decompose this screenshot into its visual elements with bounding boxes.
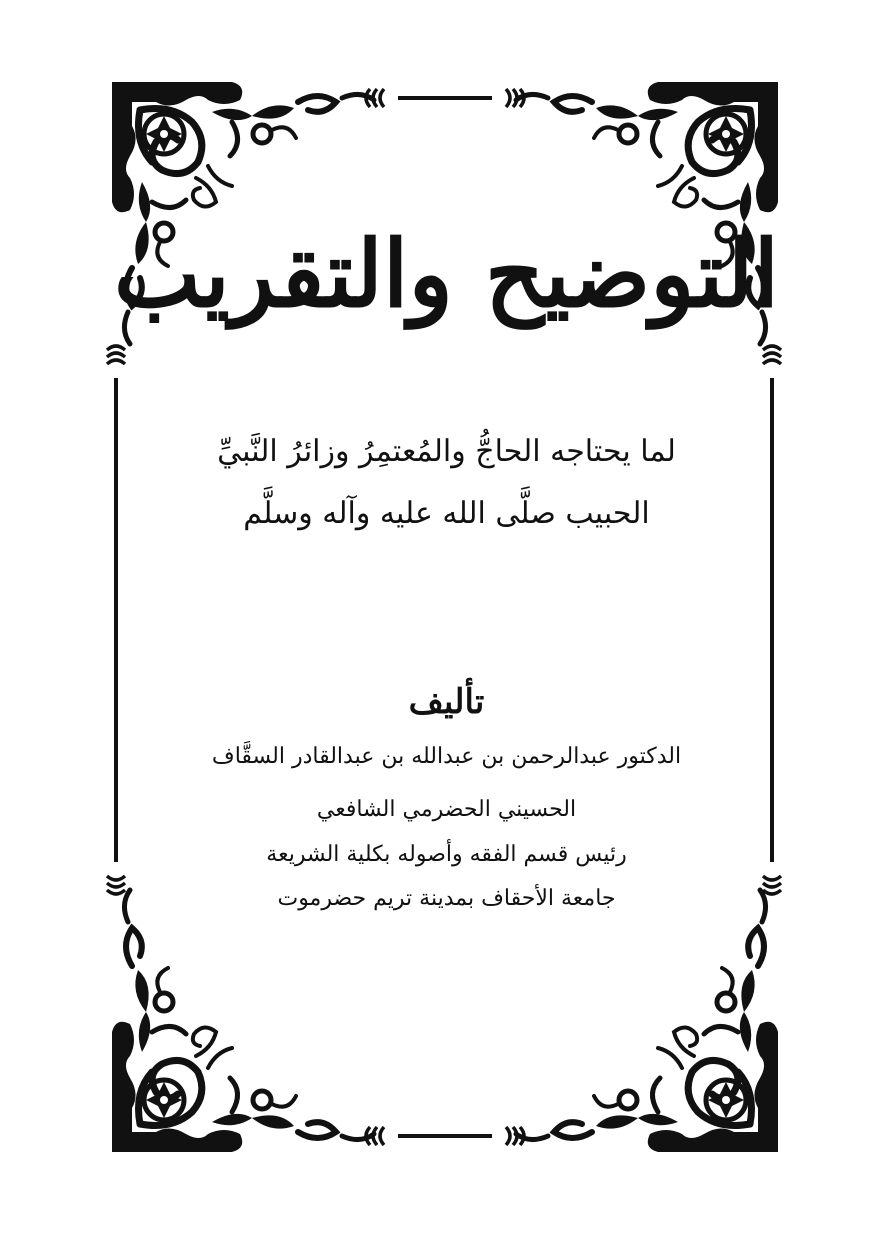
author-label: تأليف bbox=[408, 682, 485, 722]
subtitle-line-2: الحبيب صلَّى الله عليه وآله وسلَّم bbox=[243, 496, 650, 531]
book-title: التوضيح والتقريب bbox=[113, 220, 780, 328]
author-lineage: الحسيني الحضرمي الشافعي bbox=[316, 797, 577, 822]
author-institution: جامعة الأحقاف بمدينة تريم حضرموت bbox=[277, 886, 616, 911]
author-position: رئيس قسم الفقه وأصوله بكلية الشريعة bbox=[266, 842, 627, 867]
subtitle-line-1: لما يحتاجه الحاجُّ والمُعتمِرُ وزائرُ النَّبيِّ bbox=[217, 434, 676, 469]
author-name: الدكتور عبدالرحمن بن عبدالله بن عبدالقادر السقَّاف bbox=[211, 744, 682, 769]
